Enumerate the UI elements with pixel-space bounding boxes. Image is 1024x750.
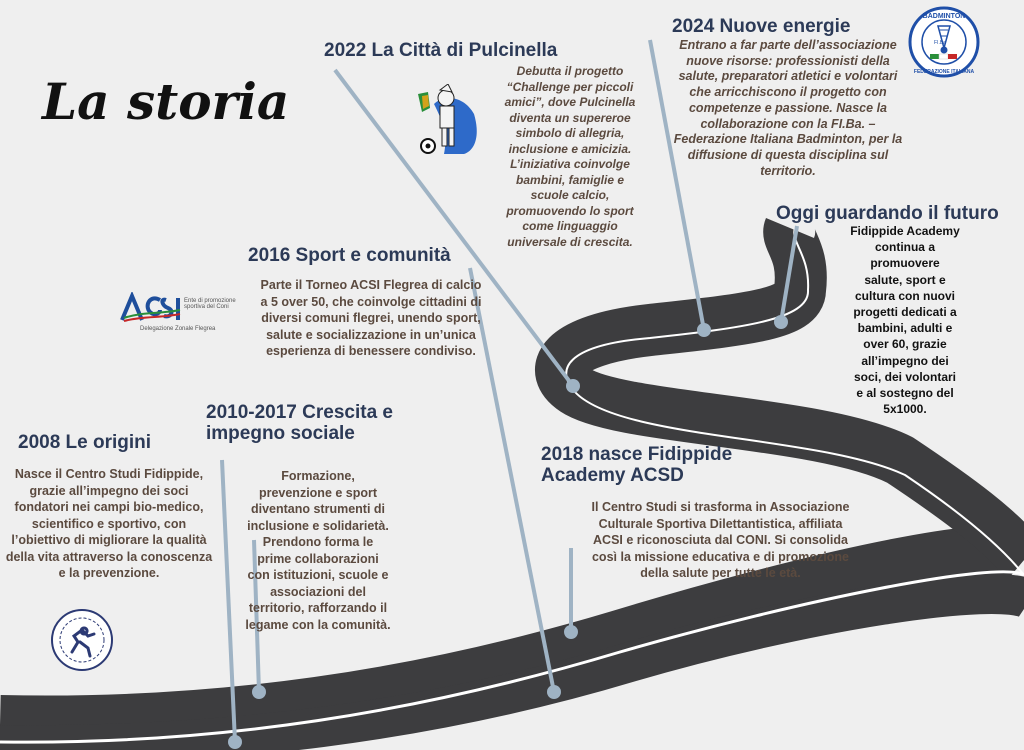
text-2022: Debutta il progetto “Challenge per piccoli amici”, dove Pulcinella diventa un supereroe simbolo di allegria, inclusione e amicizia. L’iniziativa coinvolge bambini, famiglie e scuole calcio, promuovendo lo sport come linguaggio universale di crescita. — [504, 64, 636, 249]
pulcinella-superhero-image — [414, 84, 486, 156]
pin-dot-2008 — [228, 735, 242, 749]
fiba-badminton-logo — [908, 6, 980, 78]
heading-2016: 2016 Sport e comunità — [248, 245, 451, 266]
pin-dot-2018 — [564, 625, 578, 639]
heading-2024: 2024 Nuove energie — [672, 16, 851, 37]
heading-oggi: Oggi guardando il futuro — [776, 203, 999, 224]
text-2010: Formazione, prevenzione e sport diventano strumenti di inclusione e solidarietà. Prendono forma le prime collaborazioni con istituzioni, scuole e associazioni del territorio, rafforzando il legame con la comunità. — [245, 469, 391, 632]
pin-dot-oggi — [774, 315, 788, 329]
heading-2022: 2022 La Città di Pulcinella — [324, 40, 558, 61]
acsi-logo — [120, 292, 240, 340]
acsi-subtitle: Ente di promozione sportiva del Coni — [184, 298, 236, 310]
fiba-logo-top-text: BADMINTON — [922, 13, 966, 20]
pin-dot-2024 — [697, 323, 711, 337]
text-2016: Parte il Torneo ACSI Flegrea di calcio a 5 over 50, che coinvolge cittadini di diversi comuni flegrei, unendo sport, salute e socializzazione in un’unica esperienza di benessere condiviso. — [260, 278, 482, 358]
heading-2010: 2010-2017 Crescita e impegno sociale — [206, 402, 393, 444]
pin-dot-2010 — [252, 685, 266, 699]
text-2018: Il Centro Studi si trasforma in Associazione Culturale Sportiva Dilettantistica, affiliata ACSI e riconosciuta dal CONI. Si consolida così la missione educativa e di promozione della salute per tutte le età. — [591, 500, 850, 580]
heading-2008: 2008 Le origini — [18, 432, 152, 453]
text-2008: Nasce il Centro Studi Fidippide, grazie all’impegno dei soci fondatori nei campi bio-medico, scientifico e sportivo, con l’obiettivo di migliorare la qualità della vita attraverso la conoscenza e la prevenzione. — [5, 467, 213, 580]
text-oggi: Fidippide Academy continua a promuovere salute, sport e cultura con nuovi progetti dedicati a bambini, adulti e over 60, grazie all’impegno dei soci, dei volontari e al sostegno del 5x1000. — [850, 224, 960, 417]
fidippide-logo — [50, 608, 114, 672]
pin-dot-2022 — [566, 379, 580, 393]
acsi-delegation: Delegazione Zonale Flegrea — [140, 326, 216, 332]
acsi-logo-mark — [120, 292, 182, 322]
pin-dot-2016 — [547, 685, 561, 699]
fiba-logo-mark: FI.Ba — [934, 40, 946, 46]
fiba-logo-bottom-text: FEDERAZIONE ITALIANA — [913, 69, 975, 75]
heading-2018: 2018 nasce Fidippide Academy ACSD — [541, 444, 733, 486]
page-title: La storia — [42, 72, 290, 131]
text-2024: Entrano a far parte dell’associazione nuove risorse: professionisti della salute, preparatori atletici e volontari che arricchiscono il progetto con competenze e passione. Nasce la collaborazione con la FI.Ba. – Federazione Italiana Badminton, per la diffusione di questa disciplina sul territorio. — [673, 38, 903, 178]
